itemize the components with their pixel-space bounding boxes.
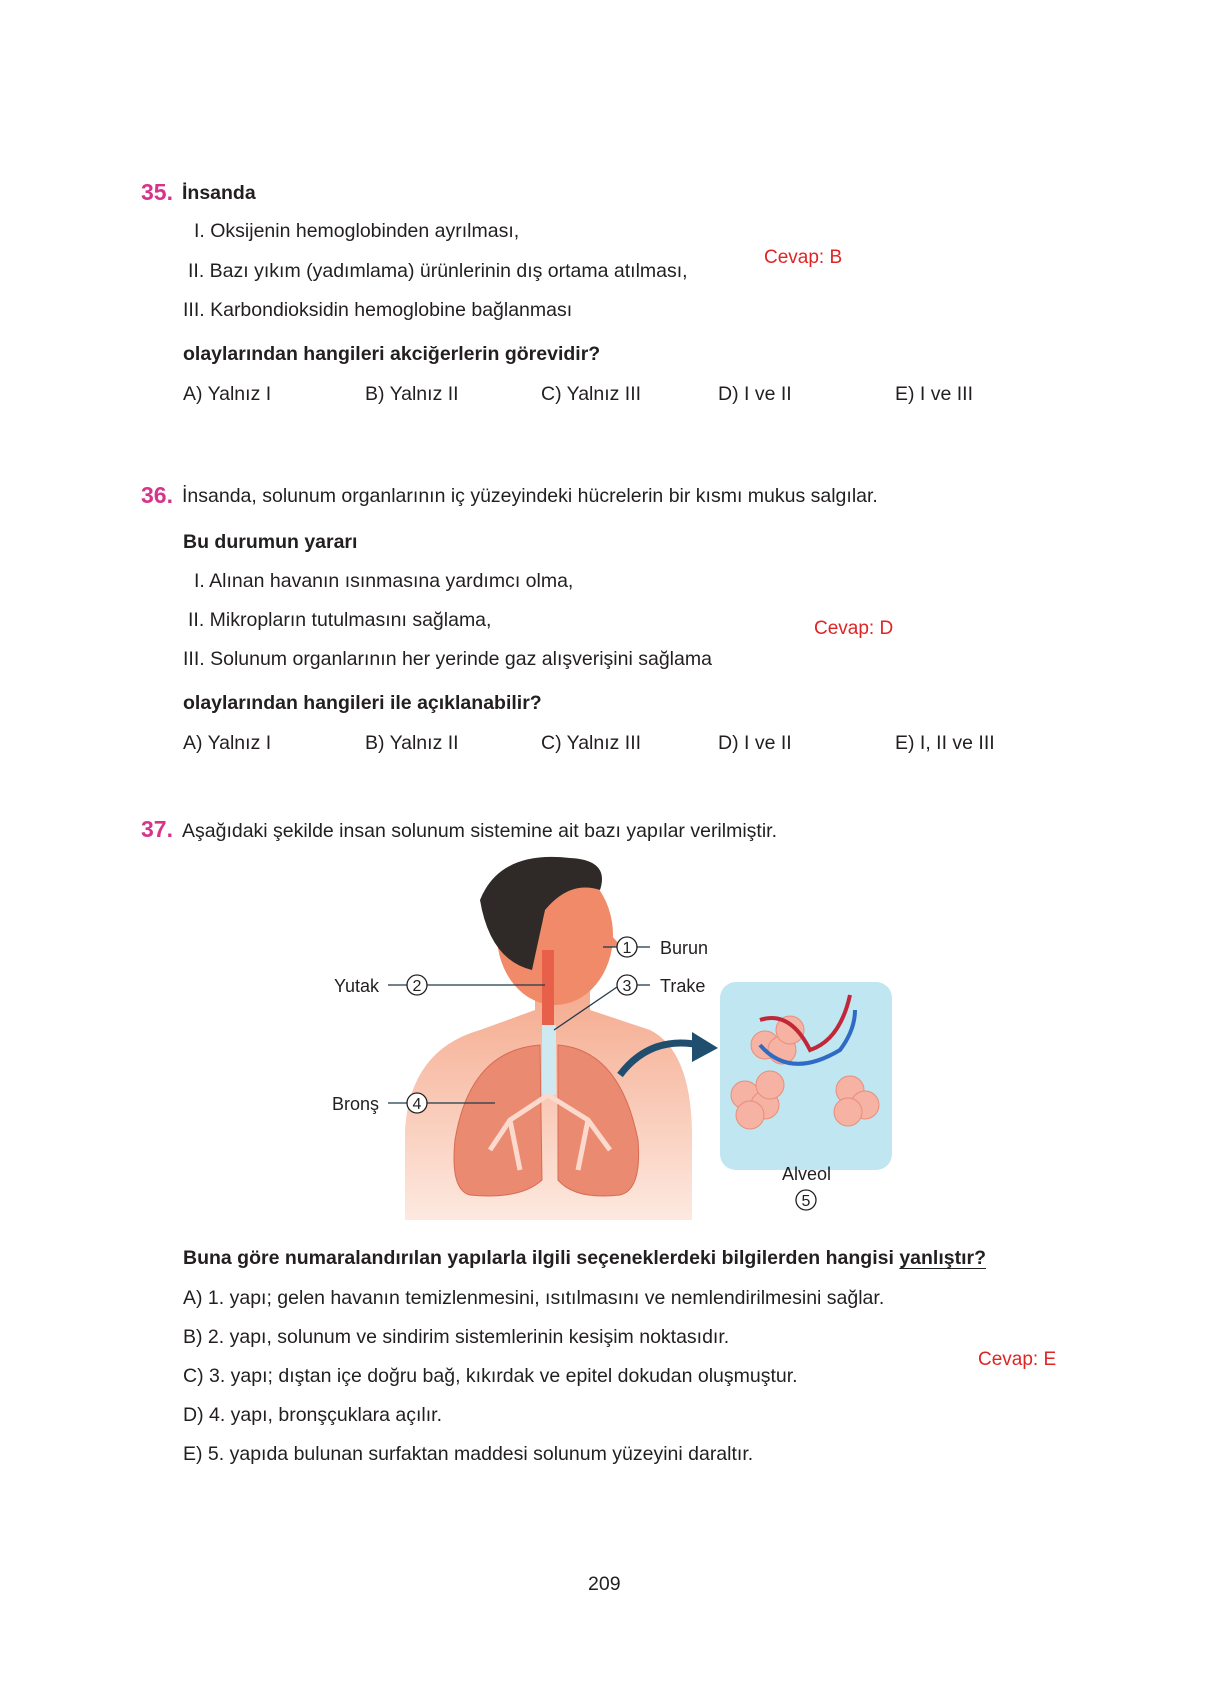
page-number: 209 (588, 1573, 621, 1595)
label-brons: Bronş (332, 1094, 380, 1114)
option-e[interactable]: E) I, II ve III (895, 732, 995, 754)
statement-item: II. Mikropların tutulmasını sağlama, (188, 609, 492, 631)
option-e[interactable]: E) I ve III (895, 383, 974, 405)
answer-note: Cevap: E (978, 1349, 1057, 1370)
option-b[interactable]: B) Yalnız II (365, 732, 459, 754)
statement-item: I. Oksijenin hemoglobinden ayrılması, (194, 220, 520, 242)
answer-note: Cevap: D (814, 618, 894, 639)
number-5: 5 (801, 1193, 811, 1210)
prompt-emphasis: yanlıştır? (899, 1247, 987, 1269)
question-stem: İnsanda (182, 182, 256, 204)
option-c[interactable]: C) Yalnız III (541, 732, 642, 754)
question-number: 36. (141, 482, 173, 508)
label-trake: Trake (660, 976, 706, 996)
option-a[interactable]: A) Yalnız I (183, 732, 272, 754)
option-d[interactable]: D) I ve II (718, 732, 792, 754)
option-b[interactable]: B) 2. yapı, solunum ve sindirim sistemlerinin kesişim noktasıdır. (183, 1326, 730, 1348)
question-stem: Aşağıdaki şekilde insan solunum sistemine ait bazı yapılar verilmiştir. (182, 820, 778, 842)
option-d[interactable]: D) I ve II (718, 383, 792, 405)
question-prompt: olaylarından hangileri ile açıklanabilir? (183, 692, 542, 714)
number-3: 3 (622, 978, 632, 995)
question-stem: İnsanda, solunum organlarının iç yüzeyindeki hücrelerin bir kısmı mukus salgılar. (182, 485, 878, 507)
question-sub: Bu durumun yararı (183, 531, 358, 553)
number-1: 1 (622, 940, 632, 957)
option-b[interactable]: B) Yalnız II (365, 383, 459, 405)
statement-item: I. Alınan havanın ısınmasına yardımcı olma, (194, 570, 574, 592)
number-4: 4 (412, 1096, 422, 1113)
option-d[interactable]: D) 4. yapı, bronşçuklara açılır. (183, 1404, 443, 1426)
number-2: 2 (412, 978, 422, 995)
option-e[interactable]: E) 5. yapıda bulunan surfaktan maddesi solunum yüzeyini daraltır. (183, 1443, 754, 1465)
option-c[interactable]: C) 3. yapı; dıştan içe doğru bağ, kıkırdak ve epitel dokudan oluşmuştur. (183, 1365, 798, 1387)
question-prompt (183, 1249, 986, 1269)
option-a[interactable]: A) Yalnız I (183, 383, 272, 405)
label-burun: Burun (660, 938, 709, 958)
statement-item: III. Karbondioksidin hemoglobine bağlanması (183, 299, 573, 321)
option-a[interactable]: A) 1. yapı; gelen havanın temizlenmesini, ısıtılmasını ve nemlendirilmesini sağlar. (183, 1287, 885, 1309)
respiratory-system-figure (320, 850, 900, 1230)
prompt-text: Buna göre numaralandırılan yapılarla ilgili seçeneklerdeki bilgilerden hangisi (183, 1247, 900, 1269)
question-prompt: olaylarından hangileri akciğerlerin görevidir? (183, 343, 601, 365)
question-number: 35. (141, 179, 173, 205)
statement-item: III. Solunum organlarının her yerinde gaz alışverişini sağlama (183, 648, 712, 670)
statement-item: II. Bazı yıkım (yadımlama) ürünlerinin dış ortama atılması, (188, 260, 688, 282)
answer-note: Cevap: B (764, 247, 843, 268)
question-number: 37. (141, 816, 173, 842)
option-c[interactable]: C) Yalnız III (541, 383, 642, 405)
label-yutak: Yutak (334, 976, 380, 996)
label-alveol: Alveol (782, 1164, 832, 1184)
alveol-inset (720, 982, 892, 1170)
